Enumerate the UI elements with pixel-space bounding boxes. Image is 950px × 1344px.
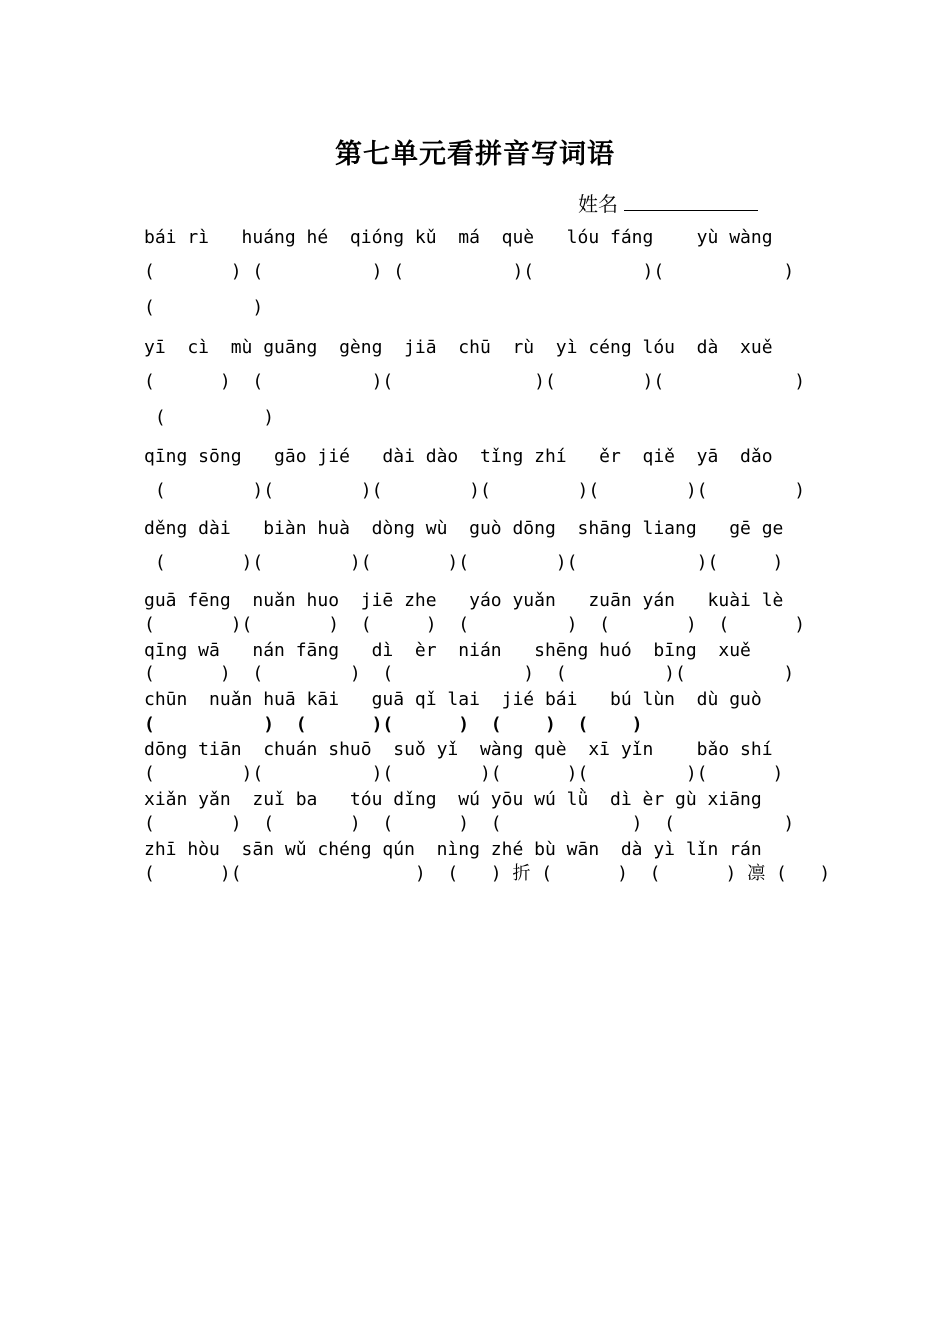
answer-blanks[interactable]: ( )( )( )( )( )( ) [144, 763, 784, 784]
pinyin-line: guā fēng nuǎn huo jiē zhe yáo yuǎn zuān yán kuài lè [144, 590, 784, 611]
pinyin-line: qīng wā nán fāng dì èr nián shēng huó bīng xuě [144, 640, 751, 661]
answer-blanks[interactable]: ( ) ( ) ( )( )( ) [144, 261, 795, 282]
answer-blanks[interactable]: ( )( )( )( )( )( ) [144, 480, 806, 501]
pinyin-line: dōng tiān chuán shuō suǒ yǐ wàng què xī yǐn bǎo shí [144, 739, 773, 760]
answer-blanks[interactable]: ( ) [144, 407, 275, 428]
pinyin-line: xiǎn yǎn zuǐ ba tóu dǐng wú yōu wú lǜ dì èr gù xiāng [144, 789, 762, 810]
pinyin-line: děng dài biàn huà dòng wù guò dōng shāng liang gē ge [144, 518, 784, 539]
pinyin-line: bái rì huáng hé qióng kǔ má què lóu fáng yù wàng [144, 227, 773, 248]
name-label: 姓名 [578, 192, 618, 216]
answer-blanks[interactable]: ( ) [144, 297, 264, 318]
pinyin-line: chūn nuǎn huā kāi guā qǐ lai jié bái bú lùn dù guò [144, 689, 762, 710]
answer-blanks[interactable]: ( ) ( ) ( ) ( ) ( ) [144, 813, 795, 834]
name-underline [624, 210, 758, 211]
answer-blanks[interactable]: ( )( )( )( )( )( ) [144, 552, 784, 573]
pinyin-line: zhī hòu sān wǔ chéng qún nìng zhé bù wān dà yì lǐn rán [144, 839, 762, 860]
answer-blanks[interactable]: ( ) ( ) ( ) ( )( ) [144, 663, 795, 684]
pinyin-line: yī cì mù guāng gèng jiā chū rù yì céng lóu dà xuě [144, 337, 773, 358]
answer-blanks[interactable]: ( ) ( )( )( )( ) [144, 371, 806, 392]
page-title: 第七单元看拼音写词语 [335, 139, 615, 170]
answer-blanks[interactable]: ( )( ) ( ) ( ) ( ) ( ) [144, 614, 806, 635]
pinyin-line: qīng sōng gāo jié dài dào tǐng zhí ěr qiě yā dǎo [144, 446, 773, 467]
answer-blanks[interactable]: ( ) ( )( ) ( ) ( ) [144, 714, 643, 735]
answer-blanks[interactable]: ( )( ) ( ) 折 ( ) ( ) 凛 ( ) [144, 863, 831, 884]
